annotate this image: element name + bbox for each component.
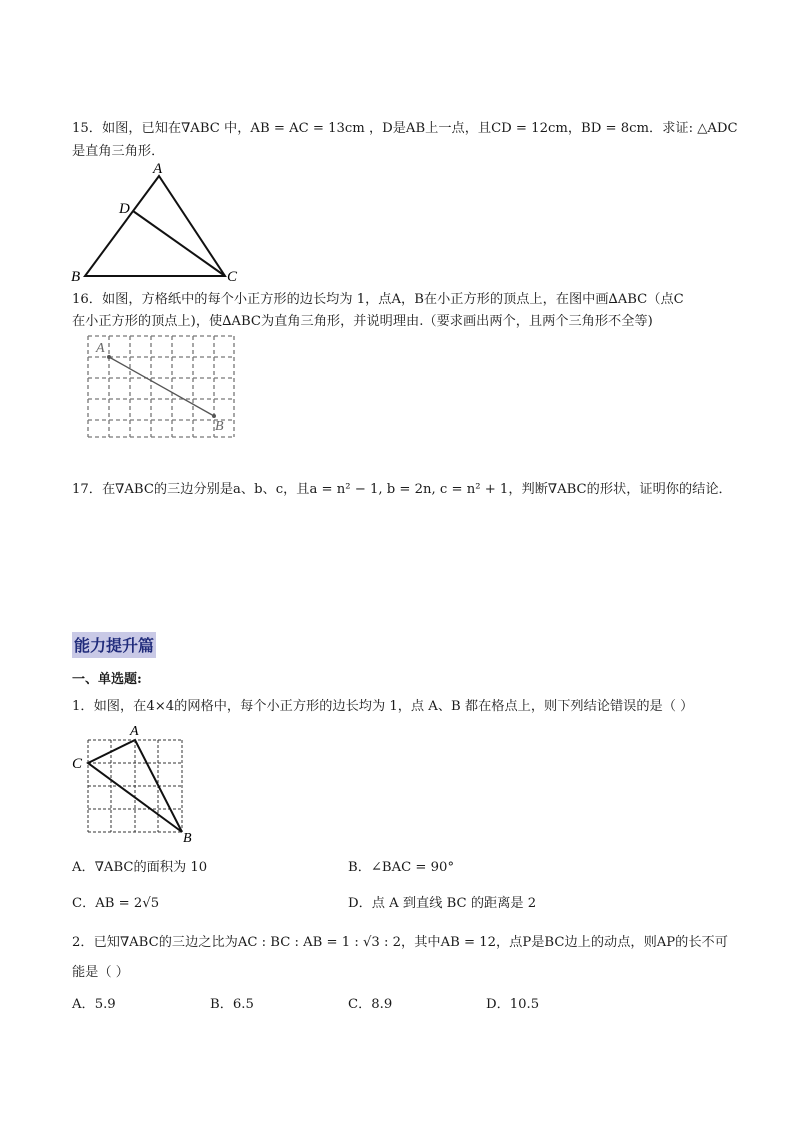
p1-option-b[interactable]: B．∠BAC = 90° xyxy=(348,860,455,875)
p1-grid-figure xyxy=(68,722,198,844)
section-heading: 能力提升篇 xyxy=(72,632,156,658)
q16-grid-figure xyxy=(84,332,240,442)
section-subheading: 一、单选题: xyxy=(72,672,142,687)
p2-option-c[interactable]: C．8.9 xyxy=(348,997,393,1012)
q15-text-line1: 15．如图，已知在∇ABC 中，AB = AC = 13cm ，D是AB上一点，且CD = 12cm，BD = 8cm．求证: △ADC xyxy=(72,121,738,136)
label-c: C xyxy=(227,269,238,283)
segment-cd xyxy=(133,211,225,276)
segment-ab xyxy=(109,357,214,416)
label-c: C xyxy=(72,756,83,772)
p1-option-a[interactable]: A．∇ABC的面积为 10 xyxy=(72,860,208,875)
p2-option-a[interactable]: A．5.9 xyxy=(72,997,116,1012)
p1-option-c[interactable]: C．AB = 2√5 xyxy=(72,896,160,911)
q15-triangle-figure xyxy=(65,158,250,283)
p1-stem: 1．如图，在4×4的网格中，每个小正方形的边长均为 1，点 A、B 都在格点上，则下列结论错误的是（ ） xyxy=(72,699,694,714)
p1-option-d[interactable]: D．点 A 到直线 BC 的距离是 2 xyxy=(348,896,537,911)
p2-stem-line1: 2．已知∇ABC的三边之比为AC : BC : AB = 1 : √3 : 2，其中AB = 12，点P是BC边上的动点，则AP的长不可 xyxy=(72,935,728,950)
q16-text-line2: 在小正方形的顶点上)，使∆ABC为直角三角形，并说明理由.（要求画出两个，且两个三角形不全等) xyxy=(72,314,653,329)
point-b xyxy=(212,414,216,418)
label-a: A xyxy=(130,724,139,739)
p2-stem-line2: 能是（ ） xyxy=(72,965,129,980)
label-b: B xyxy=(183,831,192,844)
p2-option-d[interactable]: D．10.5 xyxy=(486,997,540,1012)
q15-text-line2: 是直角三角形． xyxy=(72,144,165,159)
q16-text-line1: 16．如图，方格纸中的每个小正方形的边长均为 1，点A，B在小正方形的顶点上，在图中画∆ABC（点C xyxy=(72,292,684,307)
point-a xyxy=(107,355,111,359)
dashed-grid xyxy=(88,740,182,832)
label-a: A xyxy=(153,161,163,177)
p2-option-b[interactable]: B．6.5 xyxy=(210,997,254,1012)
q17-text: 17．在∇ABC的三边分别是a、b、c，且a = n² − 1, b = 2n, c = n² + 1，判断∇ABC的形状，证明你的结论． xyxy=(72,482,732,497)
label-b: B xyxy=(215,419,224,434)
label-a: A xyxy=(96,341,105,356)
label-d: D xyxy=(119,201,130,217)
label-b: B xyxy=(71,269,81,283)
